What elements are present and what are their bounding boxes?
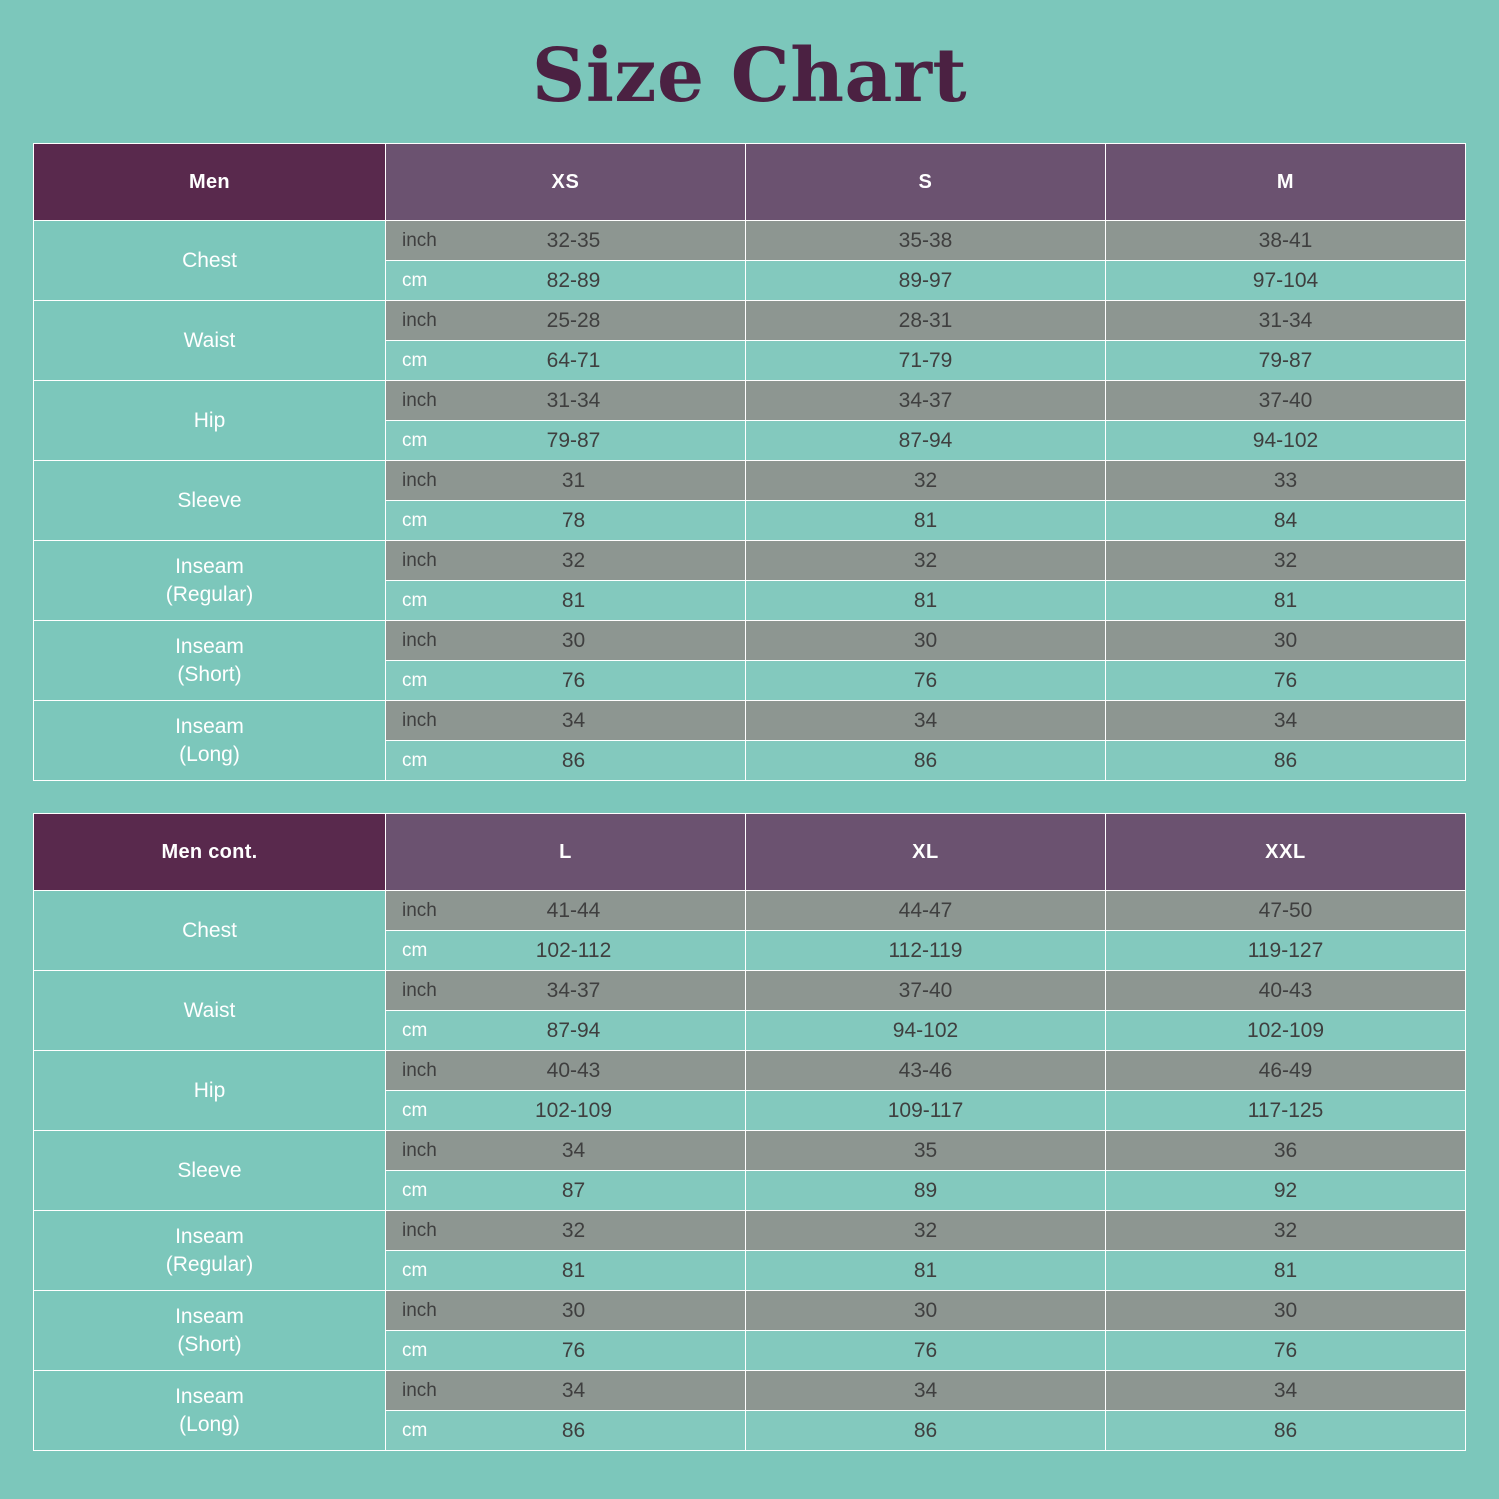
measure-value: 81 [913, 1258, 938, 1282]
unit-label: inch [402, 899, 437, 921]
measure-value: 34 [913, 708, 938, 732]
measure-value-cell [1106, 541, 1466, 581]
measure-value-cell [1106, 1411, 1466, 1451]
column-header-xs: XS [386, 144, 746, 221]
measure-value: 30 [1273, 1298, 1298, 1322]
table-row [34, 1211, 1466, 1251]
measure-value: 30 [561, 1298, 586, 1322]
measure-value-cell [1106, 891, 1466, 931]
measure-value-cell [746, 891, 1106, 931]
measure-value-cell [1106, 931, 1466, 971]
measure-value: 32 [913, 548, 938, 572]
measure-value: 79-87 [546, 428, 601, 452]
unit-label: cm [402, 749, 428, 771]
measure-label: Hip [34, 381, 386, 461]
measure-value-cell [386, 501, 746, 541]
measure-value-cell [386, 301, 746, 341]
measure-value-cell [386, 1371, 746, 1411]
table-row [34, 221, 1466, 261]
measure-value-cell [746, 381, 1106, 421]
measure-value-cell [1106, 971, 1466, 1011]
measure-value: 34-37 [898, 388, 953, 412]
measure-value: 30 [913, 628, 938, 652]
table-row [34, 1291, 1466, 1331]
measure-value: 36 [1273, 1138, 1298, 1162]
measure-value-cell [746, 461, 1106, 501]
measure-value-cell [746, 701, 1106, 741]
measure-value: 81 [913, 588, 938, 612]
unit-label: cm [402, 1179, 428, 1201]
measure-value: 32-35 [546, 228, 601, 252]
measure-value-cell [746, 661, 1106, 701]
unit-label: cm [402, 1339, 428, 1361]
measure-value: 81 [561, 1258, 586, 1282]
table-row [34, 621, 1466, 661]
measure-value-cell [1106, 701, 1466, 741]
table-row [34, 701, 1466, 741]
measure-value: 30 [913, 1298, 938, 1322]
measure-value: 31 [561, 468, 586, 492]
measure-value: 37-40 [898, 978, 953, 1002]
column-header-m: M [1106, 144, 1466, 221]
measure-value-cell [746, 1291, 1106, 1331]
measure-value-cell [1106, 741, 1466, 781]
measure-value-cell [386, 541, 746, 581]
measure-value: 47-50 [1258, 898, 1313, 922]
measure-value-cell [386, 1211, 746, 1251]
measure-value: 31-34 [546, 388, 601, 412]
measure-value: 35-38 [898, 228, 953, 252]
measure-value: 86 [913, 1418, 938, 1442]
size-table [33, 143, 1466, 781]
measure-label: Waist [34, 971, 386, 1051]
measure-value: 32 [1273, 1218, 1298, 1242]
measure-value: 34 [1273, 708, 1298, 732]
measure-value-cell [386, 341, 746, 381]
measure-value-cell [386, 1171, 746, 1211]
unit-label: inch [402, 469, 437, 491]
measure-value-cell [746, 931, 1106, 971]
measure-value: 102-112 [535, 938, 612, 962]
table-header-label: Men [34, 144, 386, 221]
measure-value-cell [386, 661, 746, 701]
measure-value: 34 [1273, 1378, 1298, 1402]
measure-value-cell [386, 421, 746, 461]
measure-value-cell [1106, 1251, 1466, 1291]
unit-label: cm [402, 429, 428, 451]
measure-value: 81 [913, 508, 938, 532]
unit-label: inch [402, 709, 437, 731]
measure-value-cell [746, 741, 1106, 781]
measure-value: 32 [1273, 548, 1298, 572]
measure-value-cell [386, 381, 746, 421]
measure-value: 79-87 [1258, 348, 1313, 372]
measure-value-cell [1106, 381, 1466, 421]
measure-value: 40-43 [1258, 978, 1313, 1002]
table-row [34, 381, 1466, 421]
measure-value-cell [386, 461, 746, 501]
measure-value-cell [1106, 1091, 1466, 1131]
measure-value-cell [746, 501, 1106, 541]
measure-value: 119-127 [1247, 938, 1324, 962]
measure-value-cell [1106, 1291, 1466, 1331]
measure-value-cell [1106, 221, 1466, 261]
table-row [34, 1371, 1466, 1411]
measure-value-cell [386, 1131, 746, 1171]
measure-value-cell [1106, 661, 1466, 701]
measure-value-cell [1106, 1371, 1466, 1411]
measure-value-cell [746, 1011, 1106, 1051]
measure-value: 78 [561, 508, 586, 532]
measure-label: Chest [34, 221, 386, 301]
measure-value: 71-79 [898, 348, 953, 372]
unit-label: inch [402, 229, 437, 251]
measure-label: Chest [34, 891, 386, 971]
unit-label: inch [402, 309, 437, 331]
measure-value-cell [746, 1211, 1106, 1251]
table-header-row [34, 144, 1466, 221]
measure-value-cell [746, 1091, 1106, 1131]
measure-value: 34-37 [546, 978, 601, 1002]
table-row [34, 301, 1466, 341]
measure-value: 76 [913, 668, 938, 692]
measure-label: Sleeve [34, 1131, 386, 1211]
measure-value: 34 [561, 708, 586, 732]
measure-value: 87-94 [546, 1018, 601, 1042]
measure-value-cell [386, 221, 746, 261]
measure-value-cell [746, 261, 1106, 301]
measure-value: 32 [561, 548, 586, 572]
measure-value-cell [386, 1291, 746, 1331]
measure-value: 89 [913, 1178, 938, 1202]
measure-value-cell [386, 1251, 746, 1291]
measure-value: 46-49 [1258, 1058, 1313, 1082]
measure-value: 44-47 [898, 898, 953, 922]
measure-value: 35 [913, 1138, 938, 1162]
measure-value-cell [746, 341, 1106, 381]
measure-value-cell [1106, 1171, 1466, 1211]
measure-value: 86 [561, 1418, 586, 1442]
unit-label: inch [402, 1379, 437, 1401]
measure-value: 25-28 [546, 308, 601, 332]
measure-value: 89-97 [898, 268, 953, 292]
unit-label: cm [402, 669, 428, 691]
tables-container [0, 143, 1499, 1451]
measure-value-cell [386, 261, 746, 301]
unit-label: inch [402, 629, 437, 651]
unit-label: inch [402, 1299, 437, 1321]
measure-label: Inseam (Long) [34, 1371, 386, 1451]
measure-value-cell [1106, 421, 1466, 461]
measure-value: 34 [913, 1378, 938, 1402]
measure-value: 32 [561, 1218, 586, 1242]
measure-value-cell [746, 621, 1106, 661]
measure-value: 86 [561, 748, 586, 772]
unit-label: inch [402, 549, 437, 571]
measure-value-cell [1106, 301, 1466, 341]
measure-value: 97-104 [1252, 268, 1319, 292]
measure-value: 32 [913, 468, 938, 492]
measure-value: 109-117 [887, 1098, 964, 1122]
measure-value-cell [386, 891, 746, 931]
measure-label: Inseam (Long) [34, 701, 386, 781]
unit-label: inch [402, 389, 437, 411]
measure-value-cell [386, 931, 746, 971]
unit-label: cm [402, 349, 428, 371]
measure-value-cell [1106, 341, 1466, 381]
measure-value: 30 [1273, 628, 1298, 652]
measure-value: 31-34 [1258, 308, 1313, 332]
measure-value: 117-125 [1247, 1098, 1324, 1122]
table-row [34, 1051, 1466, 1091]
measure-label: Sleeve [34, 461, 386, 541]
measure-value-cell [386, 1411, 746, 1451]
measure-value-cell [746, 581, 1106, 621]
measure-value: 76 [561, 1338, 586, 1362]
measure-label: Hip [34, 1051, 386, 1131]
measure-value-cell [386, 621, 746, 661]
measure-value-cell [746, 301, 1106, 341]
measure-value: 86 [913, 748, 938, 772]
measure-label: Inseam (Short) [34, 1291, 386, 1371]
measure-value: 84 [1273, 508, 1298, 532]
column-header-l: L [386, 814, 746, 891]
unit-label: cm [402, 509, 428, 531]
measure-value-cell [1106, 261, 1466, 301]
measure-value: 92 [1273, 1178, 1298, 1202]
measure-value-cell [1106, 581, 1466, 621]
measure-value: 86 [1273, 1418, 1298, 1442]
measure-value-cell [1106, 1211, 1466, 1251]
measure-value: 86 [1273, 748, 1298, 772]
measure-value-cell [386, 741, 746, 781]
unit-label: inch [402, 979, 437, 1001]
measure-value-cell [746, 1331, 1106, 1371]
measure-value-cell [746, 421, 1106, 461]
unit-label: cm [402, 1019, 428, 1041]
page-title: Size Chart [531, 33, 968, 119]
measure-value: 81 [561, 588, 586, 612]
measure-value-cell [1106, 461, 1466, 501]
measure-value-cell [1106, 501, 1466, 541]
column-header-xl: XL [746, 814, 1106, 891]
table-row [34, 461, 1466, 501]
unit-label: cm [402, 1259, 428, 1281]
measure-value: 33 [1273, 468, 1298, 492]
measure-value: 112-119 [888, 938, 963, 962]
measure-value: 81 [1273, 1258, 1298, 1282]
measure-value: 102-109 [1246, 1018, 1325, 1042]
measure-label: Inseam (Regular) [34, 541, 386, 621]
measure-value-cell [386, 581, 746, 621]
unit-label: cm [402, 1419, 428, 1441]
measure-value-cell [746, 971, 1106, 1011]
measure-value-cell [746, 221, 1106, 261]
measure-value: 40-43 [546, 1058, 601, 1082]
measure-value-cell [386, 1331, 746, 1371]
unit-label: inch [402, 1059, 437, 1081]
measure-value-cell [1106, 1051, 1466, 1091]
table-row [34, 891, 1466, 931]
measure-value: 94-102 [892, 1018, 959, 1042]
measure-value-cell [746, 1131, 1106, 1171]
measure-value: 37-40 [1258, 388, 1313, 412]
measure-value: 76 [913, 1338, 938, 1362]
measure-value-cell [386, 971, 746, 1011]
measure-value-cell [1106, 1011, 1466, 1051]
measure-value-cell [386, 1011, 746, 1051]
measure-value: 34 [561, 1138, 586, 1162]
measure-value-cell [746, 1411, 1106, 1451]
measure-value: 102-109 [534, 1098, 613, 1122]
measure-value: 34 [561, 1378, 586, 1402]
measure-label: Waist [34, 301, 386, 381]
table-row [34, 541, 1466, 581]
measure-value-cell [746, 1051, 1106, 1091]
size-table [33, 813, 1466, 1451]
measure-value-cell [386, 1091, 746, 1131]
measure-value-cell [746, 1251, 1106, 1291]
unit-label: inch [402, 1219, 437, 1241]
measure-value: 76 [1273, 1338, 1298, 1362]
unit-label: cm [402, 939, 428, 961]
measure-value: 28-31 [898, 308, 953, 332]
measure-value: 76 [561, 668, 586, 692]
column-header-s: S [746, 144, 1106, 221]
table-row [34, 1131, 1466, 1171]
measure-label: Inseam (Short) [34, 621, 386, 701]
unit-label: cm [402, 269, 428, 291]
measure-value: 82-89 [546, 268, 601, 292]
table-row [34, 971, 1466, 1011]
measure-value-cell [746, 541, 1106, 581]
unit-label: cm [402, 589, 428, 611]
measure-value-cell [1106, 621, 1466, 661]
measure-value-cell [746, 1171, 1106, 1211]
size-table-2 [33, 813, 1466, 1451]
measure-value: 41-44 [546, 898, 601, 922]
measure-label: Inseam (Regular) [34, 1211, 386, 1291]
measure-value-cell [386, 701, 746, 741]
measure-value-cell [386, 1051, 746, 1091]
measure-value-cell [1106, 1131, 1466, 1171]
measure-value-cell [746, 1371, 1106, 1411]
unit-label: inch [402, 1139, 437, 1161]
measure-value-cell [1106, 1331, 1466, 1371]
measure-value: 94-102 [1252, 428, 1319, 452]
column-header-xxl: XXL [1106, 814, 1466, 891]
table-header-row [34, 814, 1466, 891]
measure-value: 32 [913, 1218, 938, 1242]
unit-label: cm [402, 1099, 428, 1121]
measure-value: 30 [561, 628, 586, 652]
measure-value: 81 [1273, 588, 1298, 612]
measure-value: 87-94 [898, 428, 953, 452]
measure-value: 87 [561, 1178, 586, 1202]
measure-value: 38-41 [1258, 228, 1313, 252]
measure-value: 43-46 [898, 1058, 953, 1082]
table-header-label: Men cont. [34, 814, 386, 891]
measure-value: 76 [1273, 668, 1298, 692]
measure-value: 64-71 [546, 348, 601, 372]
size-table-1 [33, 143, 1466, 781]
